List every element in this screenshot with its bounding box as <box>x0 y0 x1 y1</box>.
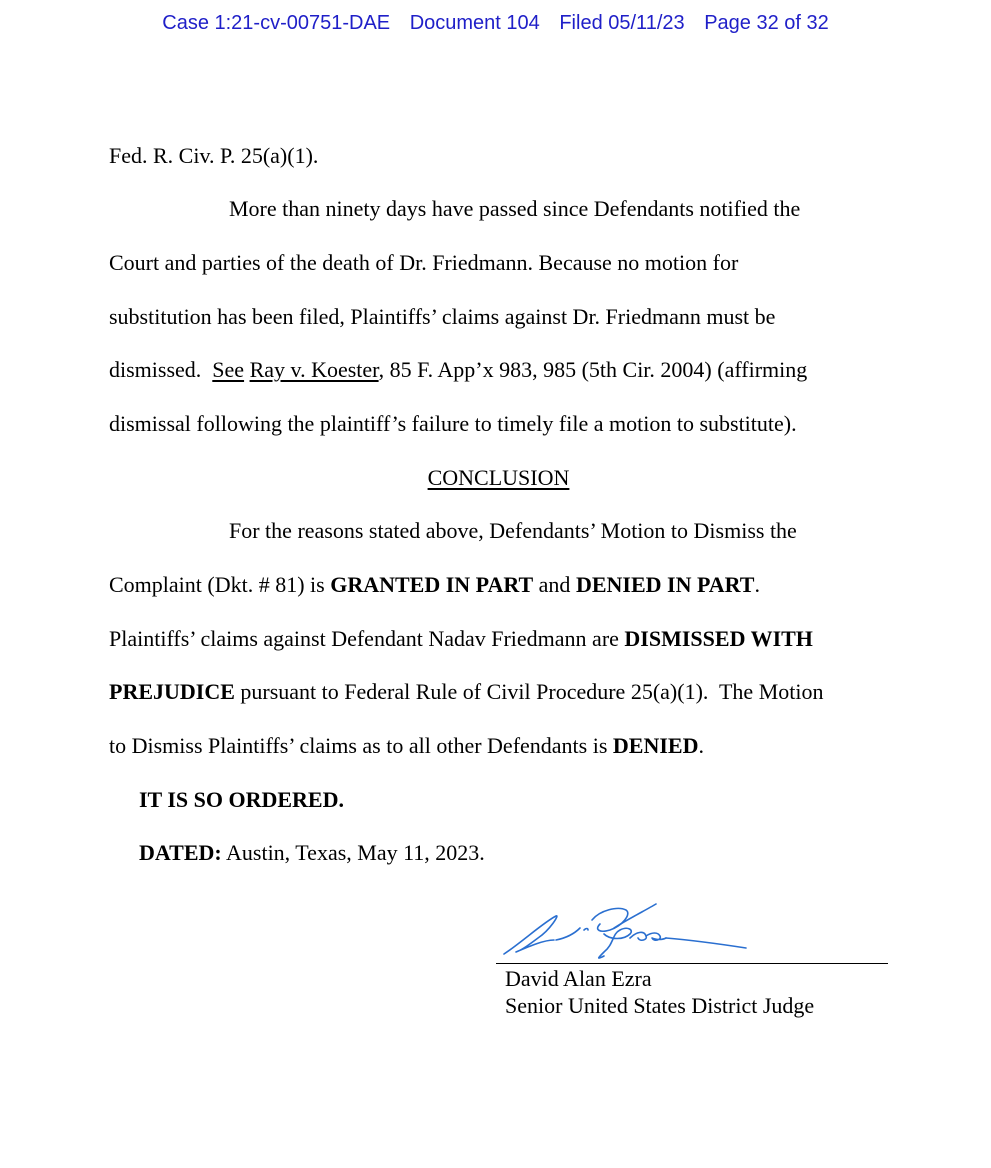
document-number: Document 104 <box>409 12 540 34</box>
text-segment: and <box>533 572 576 597</box>
bold-text: IT IS SO ORDERED. <box>139 787 344 812</box>
text-line: For the reasons stated above, Defendants’ Motion to Dismiss the <box>229 518 797 543</box>
text-segment: dismissed. <box>109 357 213 382</box>
judge-name: David Alan Ezra <box>505 966 652 991</box>
bold-text: DISMISSED WITH <box>624 626 813 651</box>
text-line <box>109 357 807 383</box>
text-line: Fed. R. Civ. P. 25(a)(1). <box>109 143 319 168</box>
text-line <box>109 733 704 759</box>
text-segment: , 85 F. App’x 983, 985 (5th Cir. 2004) (affirming <box>378 357 808 382</box>
text-line: dismissal following the plaintiff’s failure to timely file a motion to substitute). <box>109 411 797 436</box>
text-line <box>109 626 813 652</box>
signature-line <box>496 963 888 964</box>
filed-date: Filed 05/11/23 <box>559 12 685 34</box>
conclusion-heading: CONCLUSION <box>427 465 570 490</box>
text-line: Court and parties of the death of Dr. Friedmann. Because no motion for <box>109 250 739 275</box>
text-segment: pursuant to Federal Rule of Civil Procedure 25(a)(1). The Motion <box>234 679 824 704</box>
text-line: More than ninety days have passed since Defendants notified the <box>229 196 801 221</box>
judge-signature <box>500 900 760 966</box>
case-citation-name: Ray v. Koester <box>249 357 379 382</box>
case-number: Case 1:21-cv-00751-DAE <box>162 12 391 34</box>
bold-text: GRANTED IN PART <box>330 572 534 597</box>
text-line: substitution has been filed, Plaintiffs’ claims against Dr. Friedmann must be <box>109 304 776 329</box>
text-segment: . <box>754 572 760 597</box>
see-signal: See <box>212 357 245 382</box>
text-segment: Complaint (Dkt. # 81) is <box>109 572 331 597</box>
bold-text: DENIED <box>612 733 699 758</box>
text-segment: . <box>698 733 704 758</box>
bold-text: DENIED IN PART <box>575 572 755 597</box>
case-header <box>0 12 991 35</box>
bold-text: PREJUDICE <box>109 679 235 704</box>
dated-label: DATED: <box>139 840 222 865</box>
text-line <box>109 572 760 598</box>
text-segment: Plaintiffs’ claims against Defendant Nadav Friedmann are <box>109 626 625 651</box>
text-segment: to Dismiss Plaintiffs’ claims as to all other Defendants is <box>109 733 613 758</box>
text-line <box>109 679 823 705</box>
page-number: Page 32 of 32 <box>704 12 829 34</box>
order-statement <box>139 787 344 813</box>
dated-value: Austin, Texas, May 11, 2023. <box>221 840 485 865</box>
section-heading <box>0 465 991 491</box>
dated-line <box>139 840 485 866</box>
judge-title: Senior United States District Judge <box>505 993 815 1018</box>
